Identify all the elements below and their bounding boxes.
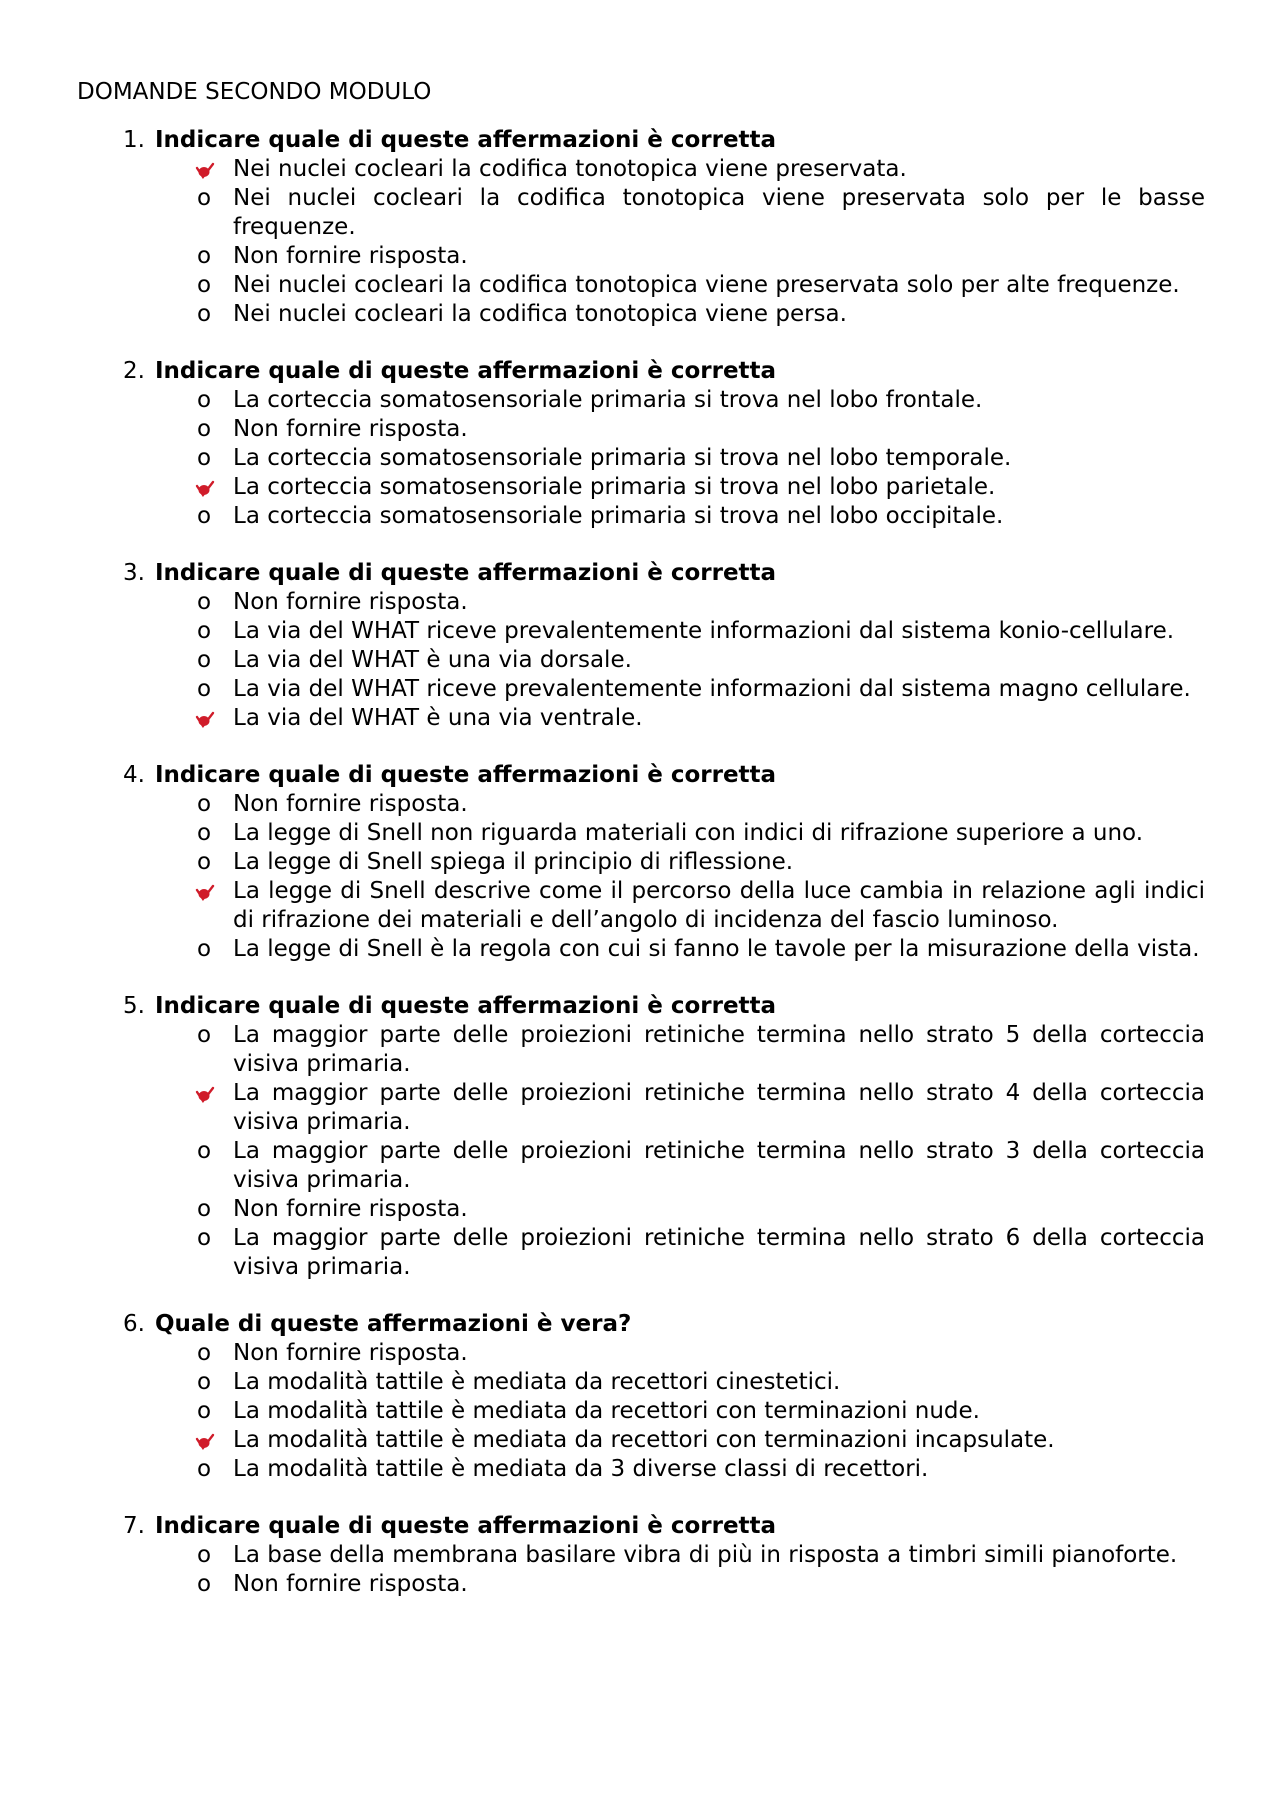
answer-option-text: Non fornire risposta. [233,589,468,615]
bullet-glyph: o [196,618,212,644]
answer-option-text: La via del WHAT è una via ventrale. [233,705,643,731]
answer-options [77,1021,1207,1282]
question-number: 5. [123,993,145,1019]
answer-option [77,1397,1207,1426]
question-item [77,357,1207,531]
answer-options [77,155,1207,329]
question-list [77,126,1207,1599]
answer-option-text: Non fornire risposta. [233,1196,468,1222]
bullet-icon [77,588,233,617]
question-number: 6. [123,1311,145,1337]
question-heading [77,1512,1207,1541]
bullet-icon [77,1137,233,1195]
bullet-glyph: o [196,647,212,673]
bullet-glyph: o [196,387,212,413]
answer-options [77,790,1207,964]
bullet-glyph: o [196,416,212,442]
answer-option-text: La corteccia somatosensoriale primaria si trova nel lobo frontale. [233,387,983,413]
bullet-glyph: o [196,503,212,529]
answer-option [77,790,1207,819]
bullet-glyph: o [196,1398,212,1424]
red-check-mark [195,473,215,502]
answer-option-text: La via del WHAT riceve prevalentemente informazioni dal sistema magno cellulare. [233,676,1191,702]
bullet-icon [77,790,233,819]
answer-option-text: Non fornire risposta. [233,243,468,269]
answer-option [77,415,1207,444]
answer-option-text: Non fornire risposta. [233,1340,468,1366]
checkmark-icon [77,877,233,935]
question-heading [77,357,1207,386]
answer-option-text: La maggior parte delle proiezioni retiniche termina nello strato 6 della corteccia visiva primaria. [233,1225,1205,1280]
answer-option [77,848,1207,877]
answer-option-text: La corteccia somatosensoriale primaria si trova nel lobo temporale. [233,445,1012,471]
bullet-icon [77,1195,233,1224]
red-check-mark [195,704,215,733]
question-item [77,1310,1207,1484]
question-heading [77,992,1207,1021]
question-number: 4. [123,762,145,788]
bullet-glyph: o [196,1456,212,1482]
bullet-icon [77,1224,233,1282]
bullet-glyph: o [196,849,212,875]
answer-option [77,1079,1207,1137]
answer-option [77,502,1207,531]
answer-options [77,1339,1207,1484]
bullet-glyph: o [196,1571,212,1597]
answer-option [77,935,1207,964]
question-heading [77,1310,1207,1339]
answer-option [77,300,1207,329]
answer-option [77,675,1207,704]
checkmark-icon [77,704,233,733]
bullet-icon [77,386,233,415]
bullet-icon [77,271,233,300]
bullet-glyph: o [196,243,212,269]
question-item [77,1512,1207,1599]
bullet-glyph: o [196,1542,212,1568]
answer-option [77,184,1207,242]
answer-option [77,155,1207,184]
bullet-icon [77,1541,233,1570]
bullet-icon [77,646,233,675]
bullet-glyph: o [196,676,212,702]
question-number: 7. [123,1513,145,1539]
answer-option-text: La modalità tattile è mediata da recettori con terminazioni nude. [233,1398,980,1424]
answer-option [77,617,1207,646]
answer-option [77,1541,1207,1570]
bullet-glyph: o [196,272,212,298]
answer-option [77,1195,1207,1224]
answer-option-text: La maggior parte delle proiezioni retiniche termina nello strato 3 della corteccia visiva primaria. [233,1138,1205,1193]
bullet-icon [77,415,233,444]
bullet-icon [77,1397,233,1426]
question-number: 3. [123,560,145,586]
answer-option-text: La maggior parte delle proiezioni retiniche termina nello strato 4 della corteccia visiva primaria. [233,1080,1205,1135]
answer-option-text: La modalità tattile è mediata da recettori con terminazioni incapsulate. [233,1427,1055,1453]
bullet-glyph: o [196,1225,212,1251]
bullet-icon [77,1339,233,1368]
bullet-glyph: o [196,301,212,327]
red-check-mark [195,1426,215,1455]
question-number: 2. [123,358,145,384]
answer-option [77,877,1207,935]
answer-option [77,588,1207,617]
bullet-glyph: o [196,1022,212,1048]
answer-option-text: Nei nuclei cocleari la codifica tonotopica viene preservata. [233,156,907,182]
bullet-icon [77,184,233,242]
answer-option [77,271,1207,300]
question-item [77,126,1207,329]
answer-option [77,819,1207,848]
answer-options [77,1541,1207,1599]
bullet-icon [77,617,233,646]
bullet-icon [77,1570,233,1599]
checkmark-icon [77,1079,233,1137]
answer-option-text: La legge di Snell spiega il principio di riflessione. [233,849,794,875]
answer-option-text: La corteccia somatosensoriale primaria si trova nel lobo occipitale. [233,503,1004,529]
bullet-glyph: o [196,1196,212,1222]
answer-option-text: La legge di Snell descrive come il percorso della luce cambia in relazione agli indici di rifrazione dei materiali e dell’angolo di incidenza del fascio luminoso. [233,878,1205,933]
question-text: Indicare quale di queste affermazioni è corretta [155,560,777,586]
question-heading [77,126,1207,155]
answer-option-text: Nei nuclei cocleari la codifica tonotopica viene persa. [233,301,847,327]
question-heading [77,761,1207,790]
question-text: Quale di queste affermazioni è vera? [155,1311,632,1337]
checkmark-icon [77,1426,233,1455]
bullet-glyph: o [196,936,212,962]
answer-option-text: La base della membrana basilare vibra di più in risposta a timbri simili pianoforte. [233,1542,1178,1568]
answer-option-text: Non fornire risposta. [233,1571,468,1597]
answer-option-text: Nei nuclei cocleari la codifica tonotopica viene preservata solo per le basse frequenze. [233,185,1205,240]
answer-option [77,242,1207,271]
answer-option [77,646,1207,675]
document-page [77,74,1207,1627]
question-item [77,761,1207,964]
bullet-glyph: o [196,1138,212,1164]
bullet-glyph: o [196,589,212,615]
bullet-glyph: o [196,185,212,211]
answer-option-text: La via del WHAT è una via dorsale. [233,647,632,673]
bullet-icon [77,935,233,964]
answer-option-text: La corteccia somatosensoriale primaria si trova nel lobo parietale. [233,474,996,500]
bullet-icon [77,444,233,473]
answer-option [77,1570,1207,1599]
question-heading [77,559,1207,588]
bullet-icon [77,819,233,848]
answer-options [77,588,1207,733]
document-title: DOMANDE SECONDO MODULO [77,79,432,105]
red-check-mark [195,1079,215,1108]
answer-option [77,473,1207,502]
bullet-icon [77,300,233,329]
answer-option-text: La via del WHAT riceve prevalentemente informazioni dal sistema konio-cellulare. [233,618,1175,644]
bullet-icon [77,675,233,704]
answer-options [77,386,1207,531]
answer-option [77,1426,1207,1455]
answer-option-text: La modalità tattile è mediata da 3 diverse classi di recettori. [233,1456,929,1482]
bullet-glyph: o [196,820,212,846]
question-number: 1. [123,127,145,153]
bullet-glyph: o [196,791,212,817]
red-check-mark [195,155,215,184]
bullet-icon [77,848,233,877]
answer-option-text: La modalità tattile è mediata da recettori cinestetici. [233,1369,841,1395]
red-check-mark [195,877,215,906]
answer-option [77,1021,1207,1079]
answer-option [77,1339,1207,1368]
bullet-icon [77,1368,233,1397]
bullet-glyph: o [196,1340,212,1366]
question-text: Indicare quale di queste affermazioni è corretta [155,993,777,1019]
answer-option [77,1137,1207,1195]
bullet-glyph: o [196,1369,212,1395]
answer-option [77,1455,1207,1484]
answer-option-text: La maggior parte delle proiezioni retiniche termina nello strato 5 della corteccia visiva primaria. [233,1022,1205,1077]
question-text: Indicare quale di queste affermazioni è corretta [155,762,777,788]
bullet-icon [77,502,233,531]
answer-option-text: Nei nuclei cocleari la codifica tonotopica viene preservata solo per alte frequenze. [233,272,1180,298]
bullet-glyph: o [196,445,212,471]
answer-option [77,704,1207,733]
checkmark-icon [77,155,233,184]
question-item [77,992,1207,1282]
answer-option-text: La legge di Snell non riguarda materiali con indici di rifrazione superiore a uno. [233,820,1144,846]
answer-option [77,386,1207,415]
answer-option-text: Non fornire risposta. [233,416,468,442]
answer-option [77,1368,1207,1397]
question-item [77,559,1207,733]
answer-option-text: Non fornire risposta. [233,791,468,817]
bullet-icon [77,1021,233,1079]
checkmark-icon [77,473,233,502]
answer-option [77,444,1207,473]
answer-option [77,1224,1207,1282]
question-text: Indicare quale di queste affermazioni è corretta [155,358,777,384]
answer-option-text: La legge di Snell è la regola con cui si fanno le tavole per la misurazione della vista. [233,936,1200,962]
question-text: Indicare quale di queste affermazioni è corretta [155,1513,777,1539]
bullet-icon [77,1455,233,1484]
bullet-icon [77,242,233,271]
question-text: Indicare quale di queste affermazioni è corretta [155,127,777,153]
